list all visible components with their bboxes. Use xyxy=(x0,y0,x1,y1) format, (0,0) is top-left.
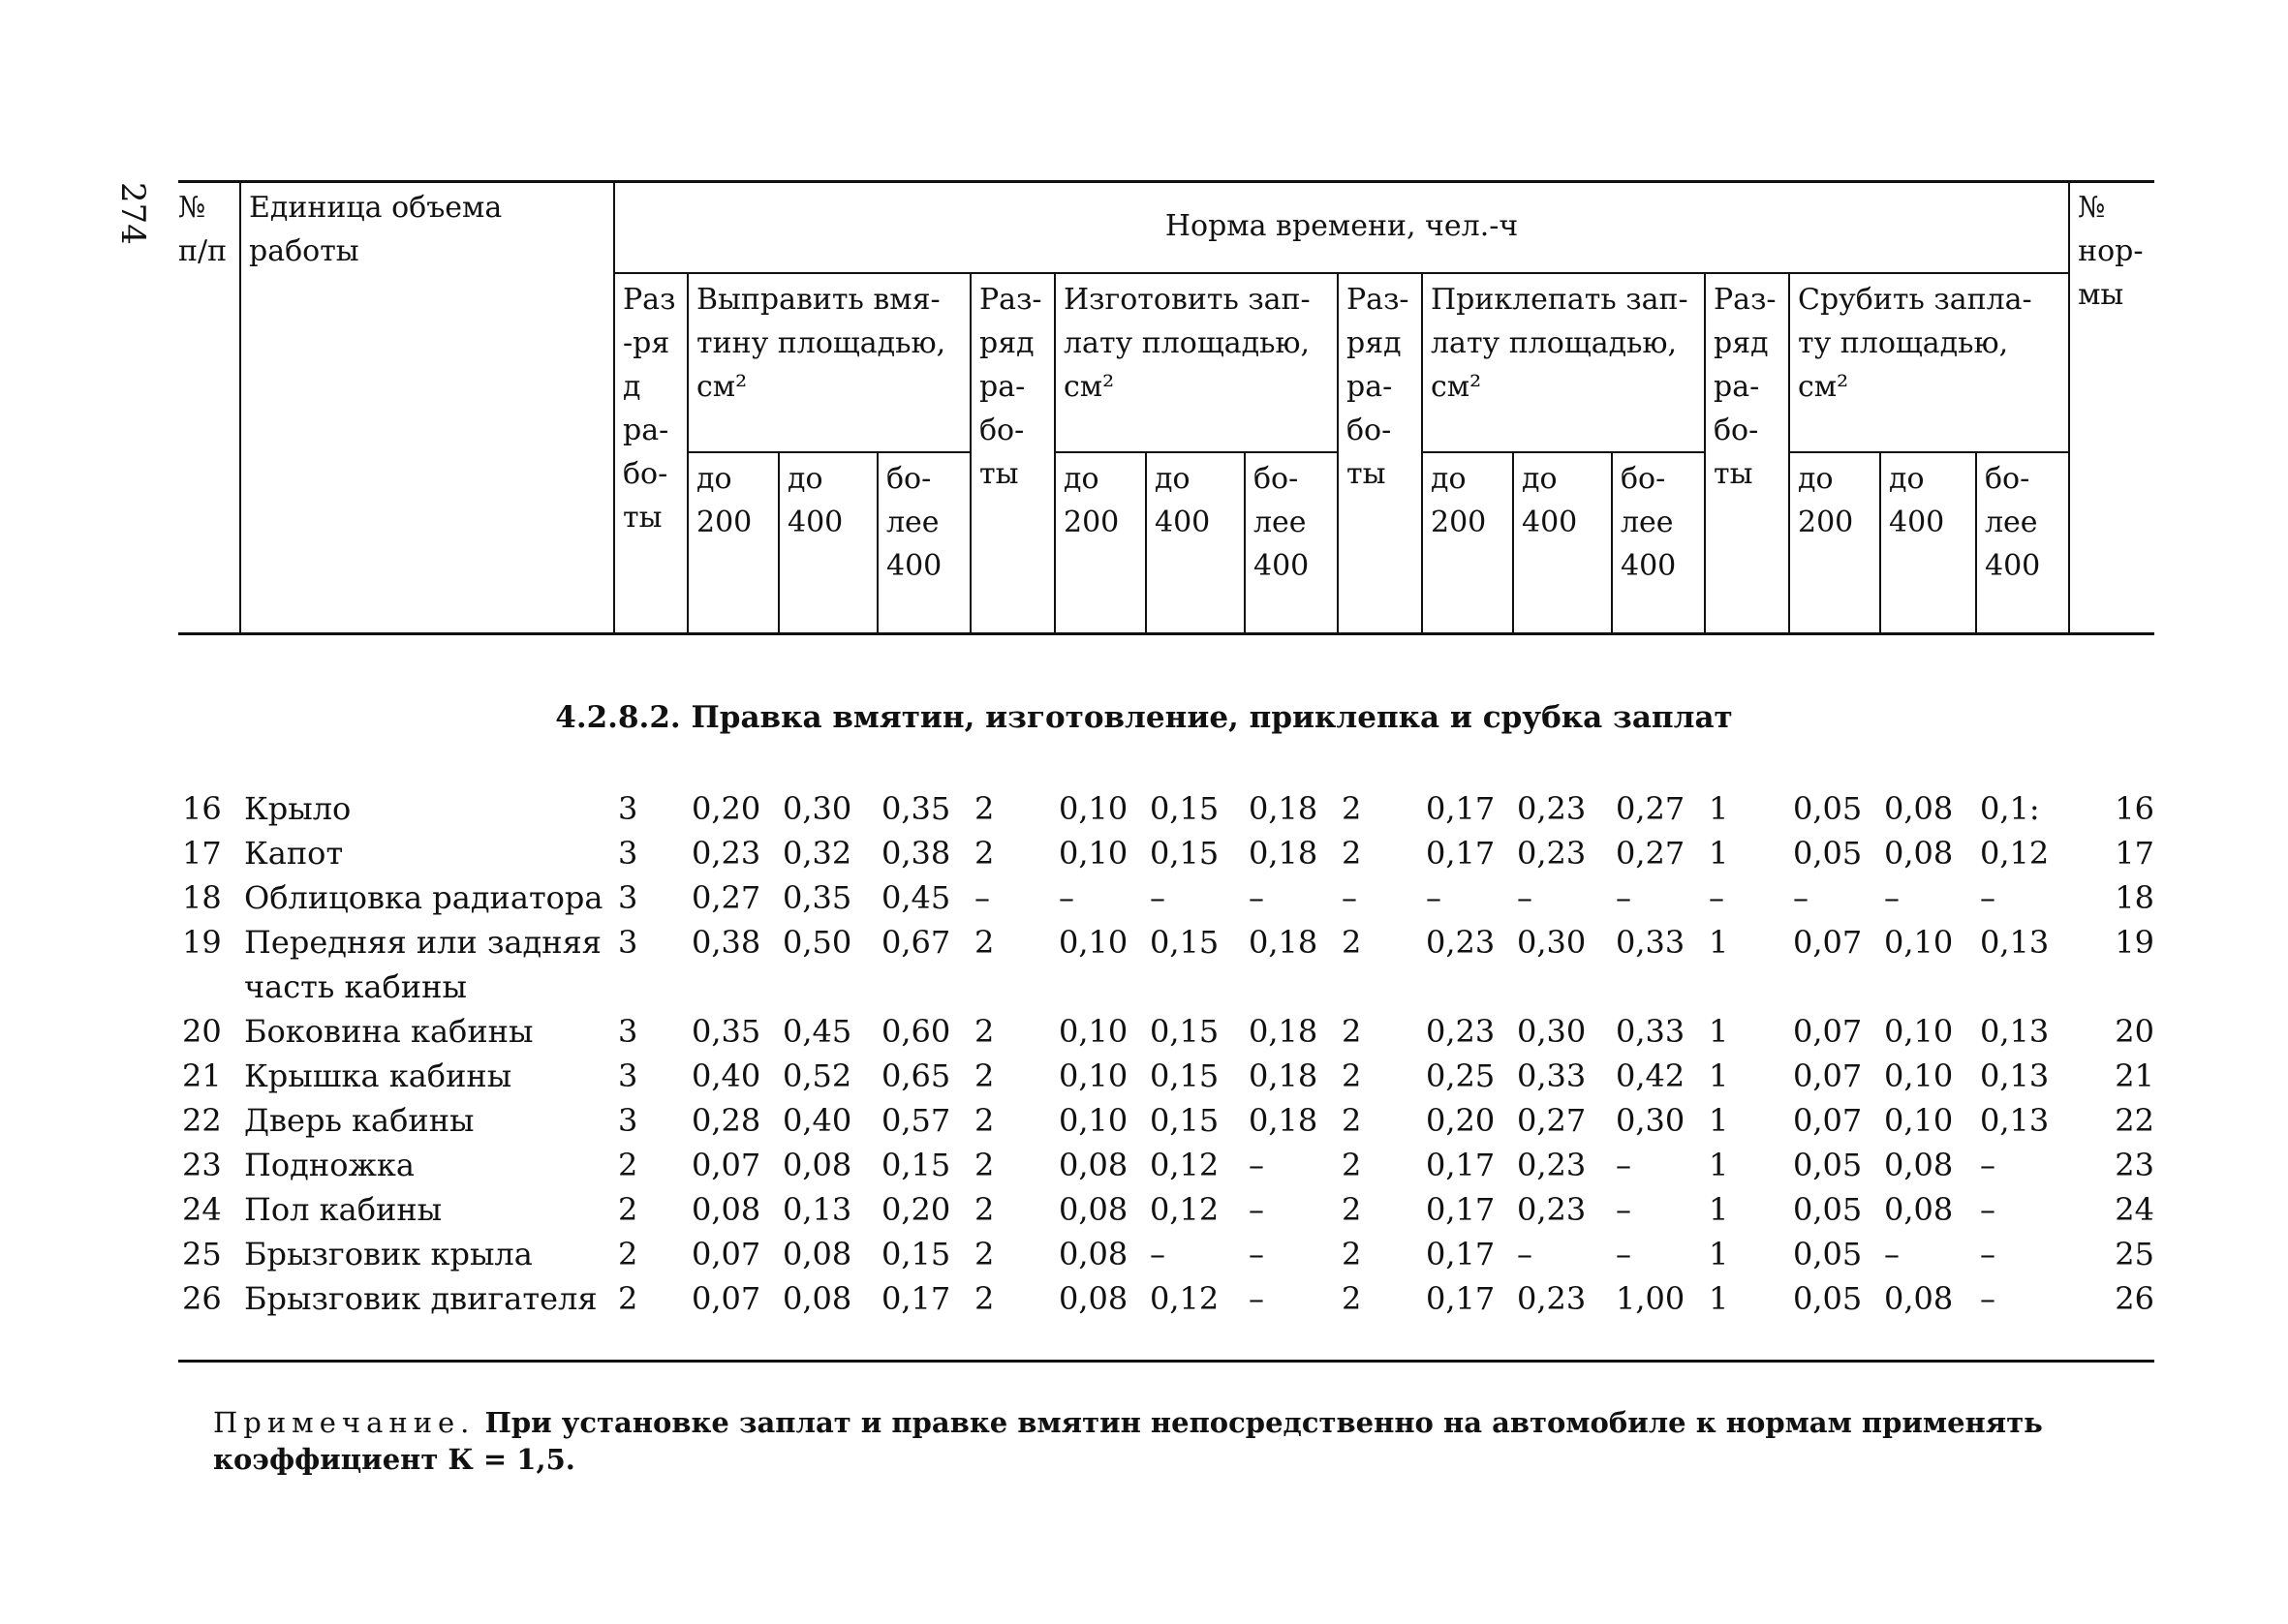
row-value: 3 xyxy=(618,1013,638,1050)
row-value: 2 xyxy=(1342,1102,1362,1139)
row-name: Крыло xyxy=(244,790,352,827)
row-value: 0,08 xyxy=(1059,1191,1129,1228)
row-value: 0,05 xyxy=(1793,1236,1863,1272)
row-value: 0,10 xyxy=(1884,1013,1954,1050)
row-value: 0,08 xyxy=(783,1147,852,1183)
header-sub-200: до 200 xyxy=(1789,451,1880,633)
row-value: 0,17 xyxy=(1426,790,1496,827)
row-value: 0,12 xyxy=(1150,1191,1220,1228)
row-value: 2 xyxy=(618,1191,638,1228)
row-value: 2 xyxy=(1342,1191,1362,1228)
row-value: 3 xyxy=(618,924,638,961)
row-value: – xyxy=(1980,1147,1995,1183)
row-value: 0,1: xyxy=(1980,790,2040,827)
row-value: 0,15 xyxy=(1150,924,1220,961)
header-sub-400: до 400 xyxy=(1146,451,1245,633)
row-value: – xyxy=(1249,1191,1264,1228)
row-value: 2 xyxy=(618,1236,638,1272)
row-value: 0,33 xyxy=(1517,1057,1587,1094)
row-value: 0,65 xyxy=(881,1057,951,1094)
row-number: 24 xyxy=(182,1191,222,1228)
row-value: – xyxy=(1980,879,1995,916)
row-name: Боковина кабины xyxy=(244,1013,534,1050)
row-value: 0,35 xyxy=(881,790,951,827)
row-value: 0,45 xyxy=(881,879,951,916)
row-value: 0,18 xyxy=(1249,1013,1318,1050)
row-value: 0,27 xyxy=(692,879,761,916)
row-value: 0,08 xyxy=(1884,1191,1954,1228)
row-number: 19 xyxy=(182,924,222,961)
row-value: 0,45 xyxy=(783,1013,852,1050)
row-value: 2 xyxy=(974,1191,995,1228)
row-value: 0,10 xyxy=(1059,835,1129,872)
row-value: 0,13 xyxy=(783,1191,852,1228)
row-value: 0,52 xyxy=(783,1057,852,1094)
header-group-3: Приклепать зап-лату площадью, см² xyxy=(1422,272,1705,451)
row-value: 0,17 xyxy=(1426,1236,1496,1272)
row-value: 0,23 xyxy=(1426,1013,1496,1050)
row-value: 1 xyxy=(1709,1147,1729,1183)
row-value: 2 xyxy=(974,1102,995,1139)
row-name: Брызговик крыла xyxy=(244,1236,533,1272)
row-norm-number: 20 xyxy=(2115,1013,2154,1050)
table-row xyxy=(178,920,2158,1009)
table-row xyxy=(178,1232,2158,1276)
row-value: 3 xyxy=(618,835,638,872)
note xyxy=(213,1404,2154,1478)
header-sub-200: до 200 xyxy=(1055,451,1146,633)
row-value: 0,07 xyxy=(1793,1102,1863,1139)
row-value: 2 xyxy=(1342,1236,1362,1272)
row-norm-number: 21 xyxy=(2115,1057,2154,1094)
row-value: – xyxy=(1342,879,1357,916)
row-value: 0,15 xyxy=(1150,790,1220,827)
row-value: 0,18 xyxy=(1249,835,1318,872)
row-value: – xyxy=(1249,1236,1264,1272)
header-sub-over: бо-лее 400 xyxy=(878,451,971,633)
row-value: 0,07 xyxy=(1793,1013,1863,1050)
row-value: 0,60 xyxy=(881,1013,951,1050)
row-value: 0,07 xyxy=(692,1147,761,1183)
row-value: 0,13 xyxy=(1980,1057,2050,1094)
header-col-norm-no: № нор-мы xyxy=(2069,180,2158,633)
row-value: 0,23 xyxy=(1517,1147,1587,1183)
row-value: 0,10 xyxy=(1884,1057,1954,1094)
row-value: 0,35 xyxy=(692,1013,761,1050)
section-title: 4.2.8.2. Правка вмятин, изготовление, приклепка и срубка заплат xyxy=(555,700,1733,735)
row-value: 0,18 xyxy=(1249,924,1318,961)
row-value: 0,38 xyxy=(881,835,951,872)
row-value: 0,33 xyxy=(1616,924,1685,961)
table-row xyxy=(178,1187,2158,1232)
row-value: 0,17 xyxy=(881,1280,951,1317)
header-group-1: Выправить вмя-тину площадью, см² xyxy=(688,272,971,451)
row-value: 2 xyxy=(618,1147,638,1183)
row-value: – xyxy=(1793,879,1809,916)
row-value: 1 xyxy=(1709,1057,1729,1094)
row-value: 0,05 xyxy=(1793,790,1863,827)
row-value: 2 xyxy=(974,790,995,827)
table-row xyxy=(178,786,2158,831)
row-value: – xyxy=(974,879,990,916)
row-value: – xyxy=(1616,879,1631,916)
page-number: 274 xyxy=(113,182,152,245)
row-norm-number: 23 xyxy=(2115,1147,2154,1183)
row-number: 25 xyxy=(182,1236,222,1272)
header-sub-over: бо-лее 400 xyxy=(1245,451,1338,633)
row-value: 2 xyxy=(974,1147,995,1183)
row-value: – xyxy=(1517,1236,1532,1272)
row-value: 0,08 xyxy=(1884,835,1954,872)
row-value: 2 xyxy=(974,1280,995,1317)
row-value: 0,17 xyxy=(1426,1280,1496,1317)
row-number: 26 xyxy=(182,1280,222,1317)
row-value: 0,15 xyxy=(881,1236,951,1272)
row-value: 0,05 xyxy=(1793,1280,1863,1317)
header-rank-3: Раз-ряд ра-бо-ты xyxy=(1338,272,1422,633)
row-value: 0,33 xyxy=(1616,1013,1685,1050)
row-value: 1 xyxy=(1709,1191,1729,1228)
row-value: 0,08 xyxy=(783,1236,852,1272)
row-value: 0,10 xyxy=(1059,1013,1129,1050)
row-value: – xyxy=(1884,1236,1900,1272)
data-table xyxy=(178,786,2158,1321)
header-norm-title: Норма времени, чел.-ч xyxy=(614,180,2069,272)
row-value: 0,18 xyxy=(1249,1057,1318,1094)
row-value: 2 xyxy=(618,1280,638,1317)
header-sub-400: до 400 xyxy=(779,451,878,633)
row-value: 0,23 xyxy=(692,835,761,872)
note-text: При установке заплат и правке вмятин непосредственно на автомобиле к нормам применять коэффициент К = 1,5. xyxy=(213,1406,2043,1476)
row-value: – xyxy=(1884,879,1900,916)
row-value: – xyxy=(1616,1236,1631,1272)
row-value: 0,15 xyxy=(1150,1102,1220,1139)
row-number: 21 xyxy=(182,1057,222,1094)
row-value: 0,30 xyxy=(1517,924,1587,961)
table-row xyxy=(178,1054,2158,1098)
table-row xyxy=(178,875,2158,920)
row-value: 2 xyxy=(974,835,995,872)
row-value: 0,08 xyxy=(1059,1147,1129,1183)
row-value: 0,18 xyxy=(1249,1102,1318,1139)
row-value: 0,20 xyxy=(881,1191,951,1228)
row-value: 1 xyxy=(1709,1102,1729,1139)
row-value: – xyxy=(1616,1147,1631,1183)
row-value: 2 xyxy=(1342,1013,1362,1050)
row-value: – xyxy=(1249,1147,1264,1183)
header-group-2: Изготовить зап-лату площадью, см² xyxy=(1055,272,1338,451)
row-value: 0,10 xyxy=(1884,1102,1954,1139)
row-value: 0,08 xyxy=(692,1191,761,1228)
header-sub-400: до 400 xyxy=(1513,451,1612,633)
row-value: 0,10 xyxy=(1884,924,1954,961)
header-sub-400: до 400 xyxy=(1880,451,1976,633)
row-name: Крышка кабины xyxy=(244,1057,512,1094)
table-row xyxy=(178,1098,2158,1143)
row-value: – xyxy=(1517,879,1532,916)
row-value: 0,17 xyxy=(1426,1147,1496,1183)
row-value: 0,08 xyxy=(1884,790,1954,827)
row-value: 0,15 xyxy=(1150,1057,1220,1094)
row-value: – xyxy=(1980,1280,1995,1317)
row-name: Передняя или задняя часть кабины xyxy=(244,924,602,1005)
row-value: 0,07 xyxy=(692,1280,761,1317)
row-value: – xyxy=(1249,1280,1264,1317)
row-value: 0,23 xyxy=(1426,924,1496,961)
row-value: 0,28 xyxy=(692,1102,761,1139)
row-value: 0,12 xyxy=(1150,1280,1220,1317)
table-header xyxy=(178,180,2158,633)
table-row xyxy=(178,1009,2158,1054)
header-rank-2: Раз-ряд ра-бо-ты xyxy=(971,272,1055,633)
row-value: 0,15 xyxy=(1150,1013,1220,1050)
row-value: 0,13 xyxy=(1980,924,2050,961)
row-value: 0,12 xyxy=(1150,1147,1220,1183)
row-value: 1 xyxy=(1709,1013,1729,1050)
row-value: 0,15 xyxy=(881,1147,951,1183)
row-value: 0,40 xyxy=(783,1102,852,1139)
row-value: 0,18 xyxy=(1249,790,1318,827)
row-norm-number: 19 xyxy=(2115,924,2154,961)
row-norm-number: 26 xyxy=(2115,1280,2154,1317)
table-row xyxy=(178,1143,2158,1187)
row-value: 0,05 xyxy=(1793,1147,1863,1183)
table-row xyxy=(178,1276,2158,1321)
row-norm-number: 24 xyxy=(2115,1191,2154,1228)
row-value: 3 xyxy=(618,879,638,916)
row-value: 0,40 xyxy=(692,1057,761,1094)
row-value: 0,27 xyxy=(1616,790,1685,827)
row-value: 0,30 xyxy=(1616,1102,1685,1139)
row-value: 0,30 xyxy=(783,790,852,827)
header-sub-200: до 200 xyxy=(688,451,779,633)
header-rank-1: Раз-ряд ра-бо-ты xyxy=(614,272,688,633)
header-col-unit: Единица объема работы xyxy=(240,180,614,633)
row-value: 0,35 xyxy=(783,879,852,916)
row-value: 0,07 xyxy=(1793,1057,1863,1094)
row-value: 0,07 xyxy=(692,1236,761,1272)
row-value: 0,27 xyxy=(1517,1102,1587,1139)
row-value: 0,17 xyxy=(1426,1191,1496,1228)
row-value: – xyxy=(1059,879,1074,916)
row-value: – xyxy=(1616,1191,1631,1228)
row-value: – xyxy=(1150,1236,1165,1272)
row-value: – xyxy=(1980,1191,1995,1228)
row-number: 18 xyxy=(182,879,222,916)
row-value: 0,13 xyxy=(1980,1013,2050,1050)
row-value: 2 xyxy=(1342,1280,1362,1317)
row-value: 2 xyxy=(1342,835,1362,872)
header-sub-over: бо-лее 400 xyxy=(1976,451,2069,633)
header-group-4: Срубить запла-ту площадью, см² xyxy=(1789,272,2069,451)
row-value: 0,25 xyxy=(1426,1057,1496,1094)
row-value: 2 xyxy=(974,924,995,961)
row-value: 0,50 xyxy=(783,924,852,961)
row-value: – xyxy=(1249,879,1264,916)
row-value: 0,12 xyxy=(1980,835,2050,872)
row-value: 3 xyxy=(618,790,638,827)
header-rank-4: Раз-ряд ра-бо-ты xyxy=(1705,272,1789,633)
row-value: 0,13 xyxy=(1980,1102,2050,1139)
row-value: 0,20 xyxy=(1426,1102,1496,1139)
row-name: Подножка xyxy=(244,1147,415,1183)
row-name: Капот xyxy=(244,835,344,872)
row-value: 3 xyxy=(618,1057,638,1094)
row-value: 1 xyxy=(1709,790,1729,827)
row-value: 0,08 xyxy=(783,1280,852,1317)
row-number: 20 xyxy=(182,1013,222,1050)
row-number: 17 xyxy=(182,835,222,872)
row-norm-number: 17 xyxy=(2115,835,2154,872)
row-value: 0,05 xyxy=(1793,1191,1863,1228)
row-value: 1,00 xyxy=(1616,1280,1685,1317)
row-value: 0,57 xyxy=(881,1102,951,1139)
row-value: 1 xyxy=(1709,1280,1729,1317)
row-value: 0,38 xyxy=(692,924,761,961)
row-number: 16 xyxy=(182,790,222,827)
row-norm-number: 25 xyxy=(2115,1236,2154,1272)
row-value: 0,10 xyxy=(1059,1102,1129,1139)
table-bottom-rule xyxy=(178,1360,2154,1363)
row-norm-number: 16 xyxy=(2115,790,2154,827)
row-value: – xyxy=(1426,879,1441,916)
row-number: 23 xyxy=(182,1147,222,1183)
row-value: 2 xyxy=(1342,790,1362,827)
row-value: 0,23 xyxy=(1517,790,1587,827)
row-number: 22 xyxy=(182,1102,222,1139)
row-value: 0,15 xyxy=(1150,835,1220,872)
row-value: 2 xyxy=(974,1013,995,1050)
row-value: 1 xyxy=(1709,1236,1729,1272)
row-value: 2 xyxy=(974,1236,995,1272)
row-value: 0,23 xyxy=(1517,835,1587,872)
row-name: Пол кабины xyxy=(244,1191,443,1228)
row-value: 2 xyxy=(974,1057,995,1094)
row-value: 0,08 xyxy=(1059,1280,1129,1317)
row-value: 0,08 xyxy=(1884,1280,1954,1317)
row-value: 0,23 xyxy=(1517,1191,1587,1228)
row-value: 2 xyxy=(1342,1147,1362,1183)
row-value: 0,10 xyxy=(1059,924,1129,961)
header-sub-over: бо-лее 400 xyxy=(1612,451,1705,633)
row-norm-number: 18 xyxy=(2115,879,2154,916)
row-value: – xyxy=(1150,879,1165,916)
row-value: 0,08 xyxy=(1059,1236,1129,1272)
row-value: 0,42 xyxy=(1616,1057,1685,1094)
row-value: 0,10 xyxy=(1059,1057,1129,1094)
row-value: 2 xyxy=(1342,924,1362,961)
header-col-num: № п/п xyxy=(178,191,228,268)
header-sub-200: до 200 xyxy=(1422,451,1513,633)
row-norm-number: 22 xyxy=(2115,1102,2154,1139)
row-value: 1 xyxy=(1709,835,1729,872)
row-value: 0,67 xyxy=(881,924,951,961)
row-name: Облицовка радиатора xyxy=(244,879,603,916)
row-name: Брызговик двигателя xyxy=(244,1280,598,1317)
row-value: – xyxy=(1980,1236,1995,1272)
row-value: 2 xyxy=(1342,1057,1362,1094)
row-value: 0,05 xyxy=(1793,835,1863,872)
row-value: – xyxy=(1709,879,1724,916)
row-value: 0,10 xyxy=(1059,790,1129,827)
row-value: 0,08 xyxy=(1884,1147,1954,1183)
row-value: 0,07 xyxy=(1793,924,1863,961)
row-value: 0,17 xyxy=(1426,835,1496,872)
row-value: 3 xyxy=(618,1102,638,1139)
note-label: Примечание. xyxy=(213,1406,476,1439)
row-value: 0,27 xyxy=(1616,835,1685,872)
row-value: 1 xyxy=(1709,924,1729,961)
row-value: 0,23 xyxy=(1517,1280,1587,1317)
row-value: 0,20 xyxy=(692,790,761,827)
table-row xyxy=(178,831,2158,875)
row-value: 0,32 xyxy=(783,835,852,872)
row-name: Дверь кабины xyxy=(244,1102,475,1139)
row-value: 0,30 xyxy=(1517,1013,1587,1050)
